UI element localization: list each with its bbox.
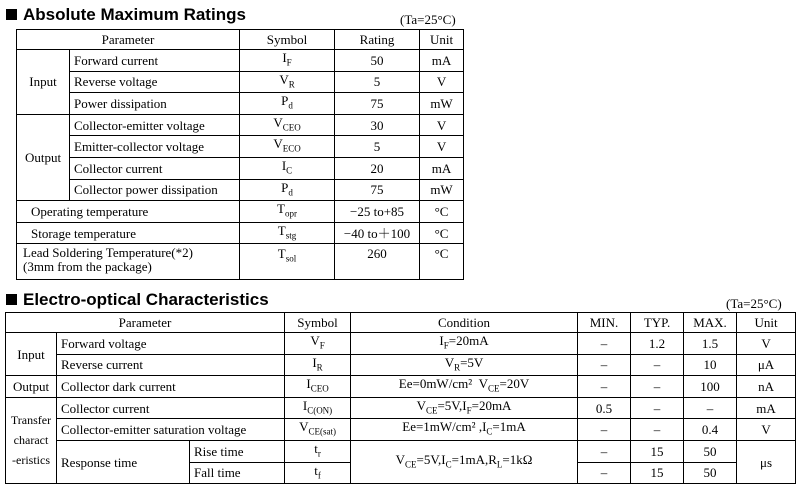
table-row bbox=[17, 50, 464, 72]
unit-cell: mA bbox=[420, 50, 464, 72]
symbol-cell: $V_{CE(sat)}$ bbox=[285, 419, 351, 441]
table-row bbox=[17, 71, 464, 93]
amr-heading bbox=[6, 5, 246, 25]
param-cell: Reverse voltage bbox=[70, 71, 240, 93]
min-cell: – bbox=[578, 333, 631, 355]
amr-header-rating: Rating bbox=[335, 30, 420, 50]
typ-cell: – bbox=[631, 419, 684, 441]
lead-soldering-label: Lead Soldering Temperature(*2) bbox=[23, 245, 193, 261]
condition-cell: $V_{CE}=5V,I_C=1mA,R_L=1k\Omega$ bbox=[351, 440, 578, 483]
param-cell: Emitter-collector voltage bbox=[70, 136, 240, 158]
rating-cell: 75 bbox=[335, 179, 420, 201]
min-cell: – bbox=[578, 376, 631, 398]
unit-cell: °C bbox=[420, 201, 464, 223]
table-row bbox=[17, 114, 464, 136]
table-row bbox=[6, 333, 796, 355]
unit-cell: mW bbox=[420, 93, 464, 115]
typ-cell: 15 bbox=[631, 462, 684, 484]
param-cell: Collector-emitter voltage bbox=[70, 114, 240, 136]
typ-cell: 15 bbox=[631, 440, 684, 462]
param-cell: Collector current bbox=[57, 397, 285, 419]
max-cell: 10 bbox=[684, 354, 737, 376]
param-cell: Fall time bbox=[190, 462, 285, 484]
eoc-group-transfer bbox=[6, 397, 57, 483]
condition-cell: $V_R=5V$ bbox=[351, 354, 578, 376]
symbol-cell: $I_F$ bbox=[240, 50, 335, 72]
eoc-condition: (Ta=25°C) bbox=[726, 296, 782, 311]
symbol-cell: $t_f$ bbox=[285, 462, 351, 484]
unit-cell: V bbox=[420, 71, 464, 93]
eoc-header-condition: Condition bbox=[351, 313, 578, 333]
table-row bbox=[17, 244, 464, 280]
unit-cell: V bbox=[737, 333, 796, 355]
square-bullet-icon bbox=[6, 9, 17, 20]
symbol-cell: $I_{CEO}$ bbox=[285, 376, 351, 398]
unit-cell: mW bbox=[420, 179, 464, 201]
eoc-title: Electro-optical Characteristics bbox=[23, 290, 269, 309]
symbol-cell: $P_d$ bbox=[240, 179, 335, 201]
rating-cell: −40 to＋100 bbox=[335, 222, 420, 244]
unit-cell: V bbox=[737, 419, 796, 441]
eoc-header-typ: TYP. bbox=[631, 313, 684, 333]
table-row bbox=[6, 376, 796, 398]
symbol-cell: $V_{CEO}$ bbox=[240, 114, 335, 136]
min-cell: – bbox=[578, 440, 631, 462]
rating-cell: 5 bbox=[335, 136, 420, 158]
typ-cell: – bbox=[631, 376, 684, 398]
rating-cell: −25 to+85 bbox=[335, 201, 420, 223]
table-row bbox=[6, 397, 796, 419]
amr-header-unit: Unit bbox=[420, 30, 464, 50]
response-time-label: Response time bbox=[57, 440, 190, 483]
unit-cell: V bbox=[420, 114, 464, 136]
eoc-header-symbol: Symbol bbox=[285, 313, 351, 333]
rating-cell: 30 bbox=[335, 114, 420, 136]
unit-cell: °C bbox=[420, 222, 464, 244]
max-cell: – bbox=[684, 397, 737, 419]
symbol-cell: $t_r$ bbox=[285, 440, 351, 462]
max-cell: 100 bbox=[684, 376, 737, 398]
amr-table bbox=[16, 29, 464, 280]
table-row bbox=[6, 440, 796, 462]
rating-cell: 50 bbox=[335, 50, 420, 72]
condition-cell: $I_F=20mA$ bbox=[351, 333, 578, 355]
condition-cell: $V_{CE}=5V,I_F=20mA$ bbox=[351, 397, 578, 419]
typ-cell: 1.2 bbox=[631, 333, 684, 355]
param-cell: Forward current bbox=[70, 50, 240, 72]
table-row bbox=[17, 136, 464, 158]
min-cell: 0.5 bbox=[578, 397, 631, 419]
param-cell: Collector dark current bbox=[57, 376, 285, 398]
amr-title: Absolute Maximum Ratings bbox=[23, 5, 246, 24]
table-row bbox=[6, 419, 796, 441]
param-cell: Reverse current bbox=[57, 354, 285, 376]
transfer-label-2: charact bbox=[13, 433, 49, 448]
unit-cell: °C bbox=[420, 244, 464, 280]
param-cell: Power dissipation bbox=[70, 93, 240, 115]
max-cell: 1.5 bbox=[684, 333, 737, 355]
symbol-cell: $I_C$ bbox=[240, 157, 335, 179]
param-cell bbox=[17, 244, 240, 280]
eoc-header-max: MAX. bbox=[684, 313, 737, 333]
transfer-label-3: -eristics bbox=[12, 453, 50, 468]
rating-cell: 5 bbox=[335, 71, 420, 93]
table-row bbox=[17, 201, 464, 223]
eoc-group-input: Input bbox=[6, 333, 57, 376]
eoc-header-min: MIN. bbox=[578, 313, 631, 333]
param-cell: Rise time bbox=[190, 440, 285, 462]
table-row bbox=[17, 93, 464, 115]
param-cell: Operating temperature bbox=[17, 201, 240, 223]
param-cell: Collector power dissipation bbox=[70, 179, 240, 201]
max-cell: 50 bbox=[684, 462, 737, 484]
symbol-cell: $I_R$ bbox=[285, 354, 351, 376]
typ-cell: – bbox=[631, 354, 684, 376]
table-row bbox=[17, 157, 464, 179]
rating-cell: 260 bbox=[335, 244, 420, 280]
condition-cell: Ee=1mW/cm² $,I_C=1mA$ bbox=[351, 419, 578, 441]
min-cell: – bbox=[578, 462, 631, 484]
param-cell: Forward voltage bbox=[57, 333, 285, 355]
eoc-header-unit: Unit bbox=[737, 313, 796, 333]
min-cell: – bbox=[578, 354, 631, 376]
max-cell: 50 bbox=[684, 440, 737, 462]
eoc-heading bbox=[6, 290, 269, 310]
eoc-group-output: Output bbox=[6, 376, 57, 398]
amr-group-output: Output bbox=[17, 114, 70, 200]
max-cell: 0.4 bbox=[684, 419, 737, 441]
symbol-cell: $T_{opr}$ bbox=[240, 201, 335, 223]
lead-soldering-note: (3mm from the package) bbox=[23, 259, 152, 275]
table-row bbox=[17, 222, 464, 244]
symbol-cell: $P_d$ bbox=[240, 93, 335, 115]
unit-cell: nA bbox=[737, 376, 796, 398]
amr-condition: (Ta=25°C) bbox=[400, 12, 456, 27]
square-bullet-icon bbox=[6, 294, 17, 305]
amr-header-parameter: Parameter bbox=[17, 30, 240, 50]
eoc-table bbox=[5, 312, 796, 484]
table-row bbox=[6, 354, 796, 376]
symbol-cell: $V_R$ bbox=[240, 71, 335, 93]
symbol-cell: $V_{ECO}$ bbox=[240, 136, 335, 158]
unit-cell: μA bbox=[737, 354, 796, 376]
typ-cell: – bbox=[631, 397, 684, 419]
amr-header-symbol: Symbol bbox=[240, 30, 335, 50]
symbol-cell: $V_F$ bbox=[285, 333, 351, 355]
symbol-cell: $T_{stg}$ bbox=[240, 222, 335, 244]
unit-cell: V bbox=[420, 136, 464, 158]
transfer-label-1: Transfer bbox=[10, 413, 52, 428]
param-cell: Collector current bbox=[70, 157, 240, 179]
condition-cell: Ee=0mW/cm² $V_{CE}=20V$ bbox=[351, 376, 578, 398]
symbol-cell: $T_{sol}$ bbox=[240, 244, 335, 280]
table-row bbox=[17, 179, 464, 201]
rating-cell: 20 bbox=[335, 157, 420, 179]
unit-cell: μs bbox=[737, 440, 796, 483]
param-cell: Storage temperature bbox=[17, 222, 240, 244]
symbol-cell: $I_{C(ON)}$ bbox=[285, 397, 351, 419]
unit-cell: mA bbox=[737, 397, 796, 419]
amr-group-input: Input bbox=[17, 50, 70, 115]
min-cell: – bbox=[578, 419, 631, 441]
eoc-header-parameter: Parameter bbox=[6, 313, 285, 333]
unit-cell: mA bbox=[420, 157, 464, 179]
rating-cell: 75 bbox=[335, 93, 420, 115]
param-cell: Collector-emitter saturation voltage bbox=[57, 419, 285, 441]
